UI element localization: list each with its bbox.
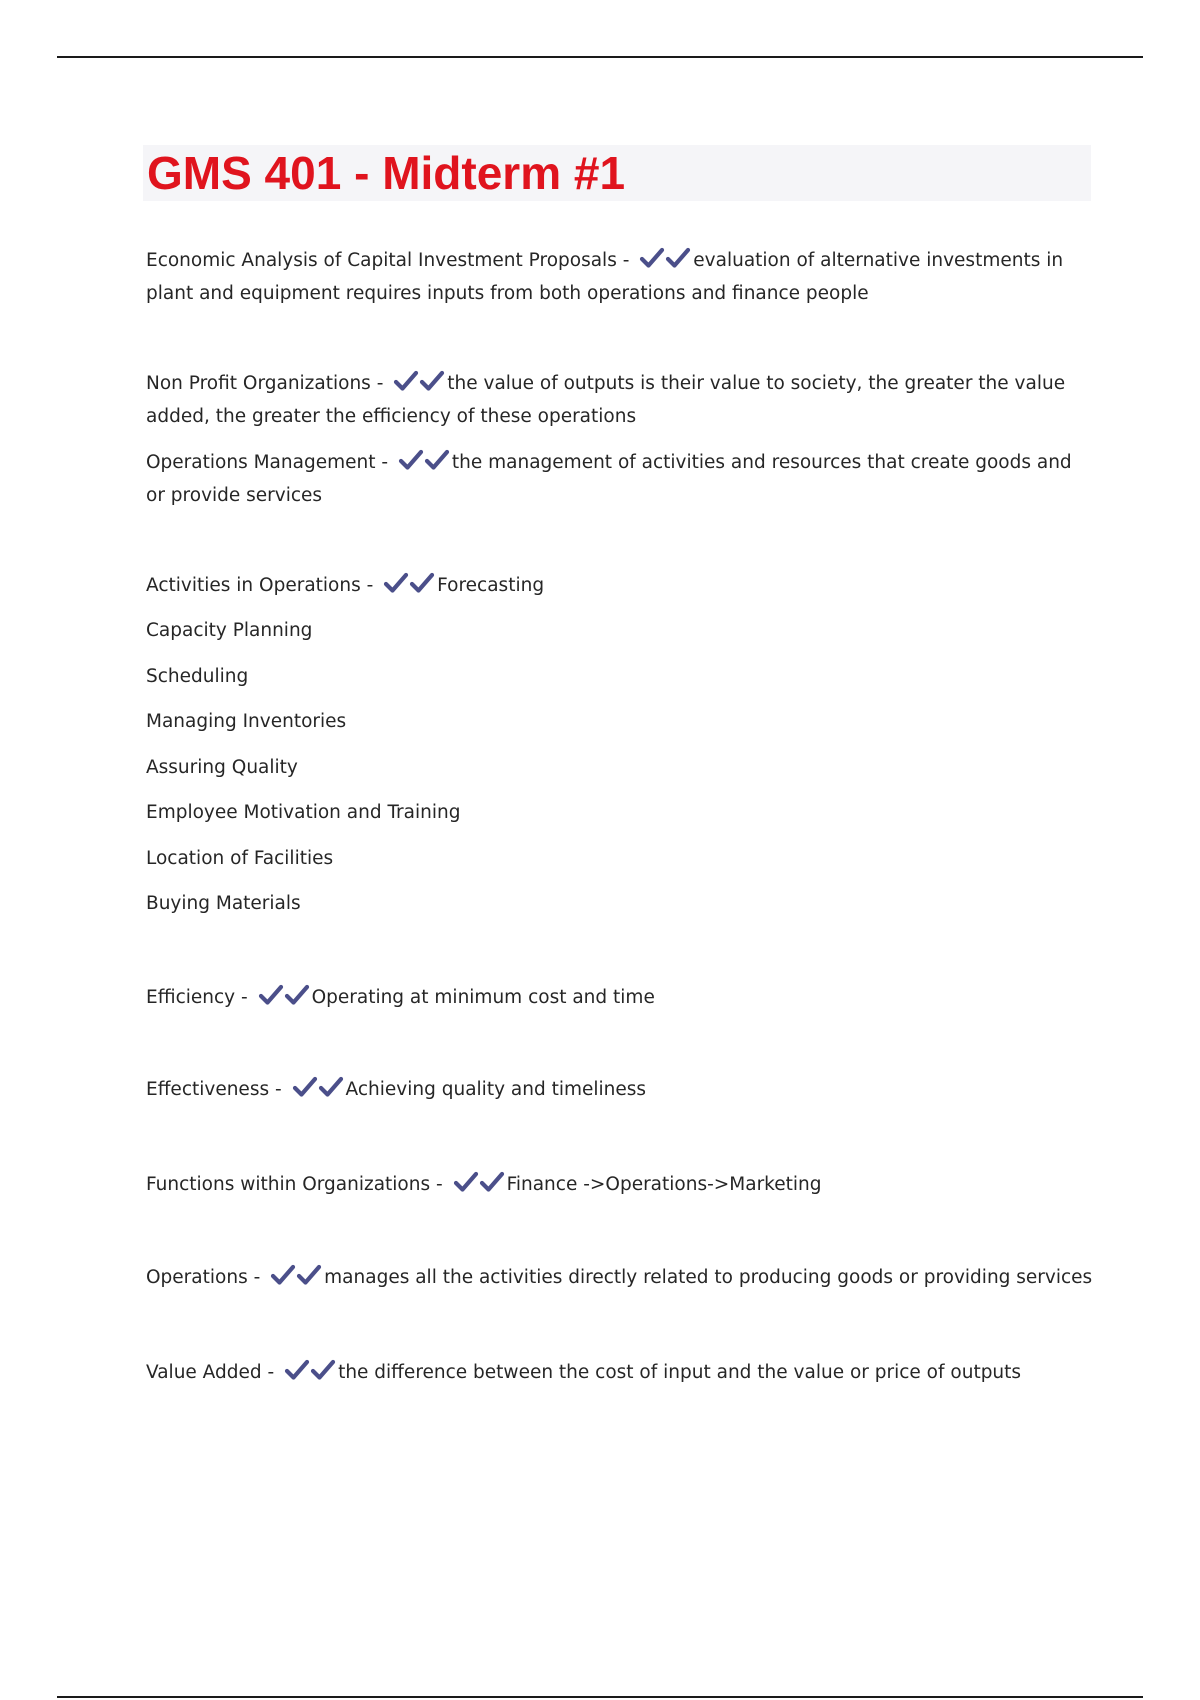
flashcard-entry bbox=[146, 448, 1096, 511]
flashcard-entry bbox=[146, 571, 1096, 604]
activity-item: Assuring Quality bbox=[146, 757, 298, 778]
activity-item: Capacity Planning bbox=[146, 620, 313, 641]
entry-separator: - bbox=[370, 373, 390, 394]
entry-term: Non Profit Organizations bbox=[146, 373, 371, 394]
entry-term: Operations bbox=[146, 1267, 248, 1288]
flashcard-entry bbox=[146, 246, 1096, 309]
check-pair bbox=[270, 1264, 322, 1296]
activity-item: Managing Inventories bbox=[146, 711, 347, 732]
entry-term: Activities in Operations bbox=[146, 575, 361, 596]
checkmark-icon bbox=[393, 370, 419, 392]
flashcard-entry bbox=[146, 1170, 1096, 1203]
entry-definition: Operating at minimum cost and time bbox=[311, 987, 655, 1008]
document-title: GMS 401 - Midterm #1 bbox=[147, 147, 626, 199]
entry-definition: the value of outputs is their value to society, the greater the value added, the greater the efficiency of these operations bbox=[146, 373, 1066, 427]
check-pair bbox=[383, 572, 435, 604]
check-pair bbox=[258, 984, 310, 1016]
activity-item: Employee Motivation and Training bbox=[146, 802, 461, 823]
activity-item: Buying Materials bbox=[146, 893, 301, 914]
flashcard-entry bbox=[146, 1358, 1096, 1391]
entry-separator: - bbox=[616, 250, 636, 271]
check-pair bbox=[292, 1076, 344, 1108]
entry-separator: - bbox=[235, 987, 254, 1008]
check-pair bbox=[284, 1359, 336, 1391]
checkmark-icon bbox=[424, 449, 450, 471]
checkmark-icon bbox=[398, 449, 424, 471]
entry-definition: the difference between the cost of input and the value or price of outputs bbox=[338, 1362, 1022, 1383]
entry-term: Functions within Organizations bbox=[146, 1174, 431, 1195]
entry-term: Operations Management bbox=[146, 452, 376, 473]
checkmark-icon bbox=[258, 984, 284, 1006]
flashcard-entry bbox=[146, 1263, 1096, 1296]
top-rule bbox=[57, 56, 1143, 58]
checkmark-icon bbox=[409, 572, 435, 594]
entry-separator: - bbox=[430, 1174, 449, 1195]
checkmark-icon bbox=[479, 1171, 505, 1193]
bottom-rule bbox=[57, 1696, 1143, 1698]
checkmark-icon bbox=[419, 370, 445, 392]
checkmark-icon bbox=[318, 1076, 344, 1098]
checkmark-icon bbox=[310, 1359, 336, 1381]
check-pair bbox=[393, 370, 445, 402]
flashcard-entry bbox=[146, 369, 1096, 432]
activity-item: Scheduling bbox=[146, 666, 249, 687]
entry-definition: Forecasting bbox=[437, 575, 545, 596]
check-pair bbox=[398, 449, 450, 481]
check-pair bbox=[453, 1171, 505, 1203]
entry-definition: Finance ->Operations->Marketing bbox=[506, 1174, 822, 1195]
entry-definition: manages all the activities directly related to producing goods or providing services bbox=[324, 1267, 1093, 1288]
entry-term: Efficiency bbox=[146, 987, 236, 1008]
checkmark-icon bbox=[296, 1264, 322, 1286]
entry-separator: - bbox=[375, 452, 394, 473]
entry-separator: - bbox=[360, 575, 380, 596]
checkmark-icon bbox=[270, 1264, 296, 1286]
entry-separator: - bbox=[261, 1362, 281, 1383]
checkmark-icon bbox=[639, 247, 665, 269]
activity-item: Location of Facilities bbox=[146, 848, 334, 869]
check-pair bbox=[639, 247, 691, 279]
entry-separator: - bbox=[247, 1267, 267, 1288]
entry-term: Effectiveness bbox=[146, 1079, 270, 1100]
entry-definition: evaluation of alternative investments in plant and equipment requires inputs from both operations and finance people bbox=[146, 250, 1064, 304]
checkmark-icon bbox=[383, 572, 409, 594]
checkmark-icon bbox=[453, 1171, 479, 1193]
entry-definition: Achieving quality and timeliness bbox=[345, 1079, 647, 1100]
entry-term: Economic Analysis of Capital Investment Proposals bbox=[146, 250, 617, 271]
checkmark-icon bbox=[292, 1076, 318, 1098]
entry-separator: - bbox=[269, 1079, 288, 1100]
checkmark-icon bbox=[284, 1359, 310, 1381]
flashcard-entry bbox=[146, 983, 1096, 1016]
entry-definition: the management of activities and resources that create goods and or provide services bbox=[146, 452, 1072, 506]
flashcard-entry bbox=[146, 1075, 1096, 1108]
entry-term: Value Added bbox=[146, 1362, 262, 1383]
checkmark-icon bbox=[665, 247, 691, 269]
checkmark-icon bbox=[284, 984, 310, 1006]
